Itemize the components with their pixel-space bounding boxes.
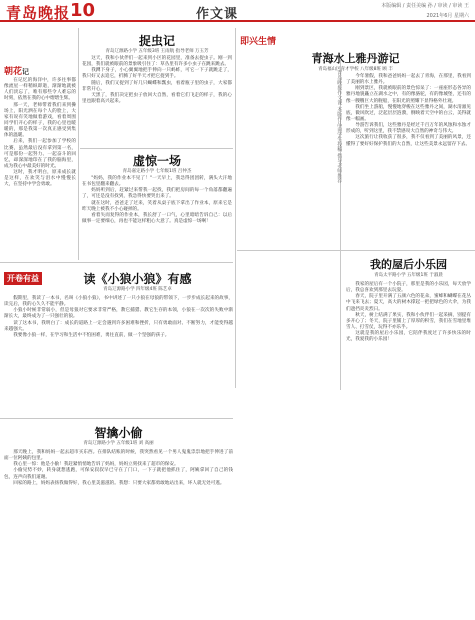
paragraph: 今年暑假，我和爸爸妈妈一起去了青海，在那里，我看到了美丽的水上雅丹。 (346, 74, 471, 86)
paragraph: 秋天，树上结满了果实，我和小伙伴们一起采摘，别提有多开心了；冬天，院子里铺上了厚厚的积雪，我们在雪地里堆雪人、打雪仗，玩得不亦乐乎。 (346, 312, 471, 330)
paragraph: 妈妈听到后，赶紧过来帮我一起找，我们把房间的每一个角落都翻遍了，可还是没有找到，我急得快要哭出来了。 (82, 188, 232, 200)
paragraph: 我蹲下身子，小心翼翼地把手伸向一只蚂蚱，可它一下子就跳走了，我只好又去追它，折腾了好半天才把它捉到手。 (82, 68, 232, 80)
paragraph: 这次旅行让我收获了很多，我不仅看到了美丽的风景，还懂得了要好好保护我们的大自然，让这些美景永远留存下去。 (346, 135, 471, 147)
issue-date: 2021年6月 星期六 (426, 13, 469, 19)
paragraph: 在记忆的海洋中，许多往事都像流星一样稍纵即逝，渐渐地就被人们淡忘了，唯有那些令人难忘的时刻，依然在我的心中熠熠生辉。 (4, 78, 76, 102)
section-title: 作文课 (196, 7, 239, 22)
column-divider (235, 28, 236, 388)
article-body-xujing (82, 176, 232, 225)
article-byline: 青岛辽源路小学 四年级4班 陈艺卓 (103, 287, 172, 292)
paragraph: 这天，我和小伙伴们一起来到小区的花园里，准备去捉虫子。刚一到花园，我们就被眼前的景象吸引住了：草丛里有许多小虫子在跳来跳去。 (82, 56, 232, 68)
page-number: 10 (70, 0, 96, 21)
column-divider (78, 28, 79, 260)
paragraph: 这就是我的屋后小乐园，它陪伴我度过了许多快乐的时光，我爱我的小乐园！ (346, 331, 471, 343)
column-tag: 即兴生情 (240, 37, 277, 47)
paragraph: 我要像小狼一样，在学习和生活中不怕困难，勇往直前，做一个坚强的孩子。 (13, 332, 170, 338)
article-title: 捉虫记 (138, 34, 175, 48)
paragraph: 随后，我们又捉到了好几只蝴蝶和瓢虫，看着瓶子里的虫子，大家都非常开心。 (82, 80, 232, 92)
article-title: 读《小狼小狼》有感 (83, 272, 192, 286)
paragraph: 回家的路上，妈妈表扬我做得好，我心里美滋滋的。我想：只要大家都勇敢地站出来，坏人就无处可逃。 (13, 480, 225, 486)
article-title: 青海水上雅丹游记 (311, 52, 400, 65)
paragraph: 那一天，老师带着我们来到操场上，阳光洒在每个人的脸上，大家有说有笑地做着游戏，看着周围同学们开心的样子，我的心里也暖暖的，那是我第一次真正感受到集体的温暖。 (4, 102, 76, 139)
paragraph: 春天，院子里开满了五颜六色的花朵，蜜蜂和蝴蝶在花丛中飞来飞去；夏天，高大的树木撑起一把把绿色的大伞，为我们遮挡炎炎烈日。 (346, 294, 471, 312)
paragraph: 就在这时，爸爸走了过来，笑着从桌子底下拿出了作业本，原来它是昨天晚上被我不小心碰掉的。 (82, 200, 232, 212)
section-divider (0, 418, 233, 419)
paragraph: 我心里一惊：他是小偷！我赶紧悄悄地告诉了妈妈，妈妈立刻找来了超市的保安。 (13, 462, 179, 468)
paragraph: 看着失而复得的作业本，我长舒了一口气，心里暗暗告诉自己：以后做事一定要细心，再也不能这样粗心大意了。真是虚惊一场啊！ (82, 212, 232, 224)
article-body-leyuan (346, 282, 471, 343)
paragraph: 天黑了，我们决定把虫子放回大自然，看着它们飞走的样子，我的心里也跟着高兴起来。 (82, 92, 232, 104)
masthead (0, 0, 475, 22)
newspaper-logo: 青岛晚报 (6, 4, 71, 22)
paragraph: 这时，我才明白，原来成长就是这样，在欢笑与泪水中慢慢长大，在坚持中学会勇敢。 (4, 170, 76, 188)
article-title: 虚惊一场 (132, 154, 181, 168)
article-body-zhuochong (82, 56, 232, 105)
paragraph: "妈妈，我的作业本不见了！"一天早上，我急得团团转，满头大汗地在书包里翻来翻去。 (82, 176, 232, 188)
article-byline: 青岛嘉定路小学 七年级1班 吕仲杰 (122, 169, 192, 174)
article-title: 智擒小偷 (94, 426, 143, 440)
editor-credits: 本版编辑 / 责任美编 孙 / 审读 / 审读 王 (381, 3, 469, 9)
paragraph: 刚到景区，我就被眼前的景色惊呆了：一座座形态各异的雅丹地貌矗立在湖水之中，有的像骆驼，有的像城堡，还有的像一艘艘巨大的舰船，在阳光的照耀下显得格外壮观。 (346, 86, 471, 104)
paragraph: 读了这本书，我明白了：成长的道路上一定会遇到许多困难和挫折，只有勇敢面对、不断努力，才能变得越来越强大。 (4, 320, 233, 332)
article-body-yadan (346, 74, 471, 148)
paragraph: 小偷见势不妙，转身就想逃跑，可保安叔叔早已守在了门口，一下子就把他抓住了，阿姨拿回了自己的钱包，连声向我们道谢。 (4, 468, 233, 480)
article-body-xiaotou (4, 450, 233, 487)
column-tag-sub: 记 (22, 67, 30, 76)
article-byline: 青岛福山区育才学校 八年级8班 顾 丰 (318, 67, 393, 72)
vertical-sidebar (336, 70, 346, 390)
article-body-xiaolang (4, 296, 233, 339)
article-byline: 青岛辽源路小学 五年级3班 王雨航 指导老师 万玉芳 (105, 49, 209, 54)
article-byline: 青岛太平路小学 五年级1班 于淑晨 (374, 273, 443, 278)
section-divider (237, 250, 475, 251)
article-body-chaohua (4, 78, 76, 189)
article-title: 我的屋后小乐园 (370, 258, 447, 271)
paragraph: 那天晚上，我和妈妈一起去超市买东西。在排队结账的时候，我突然看见一个男人鬼鬼祟祟地把手伸进了前面一位阿姨的包里。 (4, 450, 233, 462)
paragraph: 我家的屋后有一个小院子，那里是我的小乐园，每天放学后，我总喜欢到那里去玩耍。 (346, 282, 471, 294)
paragraph: 假期里，我读了一本书，名叫《小狼小狼》，书中讲述了一只小狼在母狼的带领下，一步步成长起来的故事，读完后，我的心久久不能平静。 (4, 296, 233, 308)
section-divider (0, 262, 233, 263)
sidebar-text: 青岛晚报作文课 本版作品由学生投稿 指导老师推荐 (336, 70, 343, 184)
paragraph: 我们坐上游船，慢慢地穿梭在这些雅丹之间，湖水清澈见底，微风吹过，泛起层层涟漪，倒映着天空中的白云，美得就像一幅画。 (346, 104, 471, 122)
column-tag: 开卷有益 (4, 272, 42, 285)
paragraph: 小狼小时候非常弱小，但是母狼对它要求非常严格，教它捕猎、教它生存的本领，小狼在一次次的失败中渐渐长大，最终成为了一只强壮的狼。 (4, 308, 233, 320)
article-byline: 青岛辽源路小学 五年级1班 刘 高丽 (83, 441, 154, 446)
paragraph: 导游告诉我们，这些雅丹是经过千百万年的风蚀和水蚀才形成的，听到这里，我不禁感叹大自然的神奇与伟大。 (346, 123, 471, 135)
paragraph: 后来，我们一起参加了学校的比赛，虽然最后没有拿到第一名，可是那份一起努力、一起奋斗的回忆，却深深地印在了我的脑海里，成为我心中最美好的时光。 (4, 139, 76, 169)
section-divider (80, 148, 233, 149)
column-tag (4, 64, 29, 77)
column-tag-main: 朝花 (4, 67, 23, 77)
